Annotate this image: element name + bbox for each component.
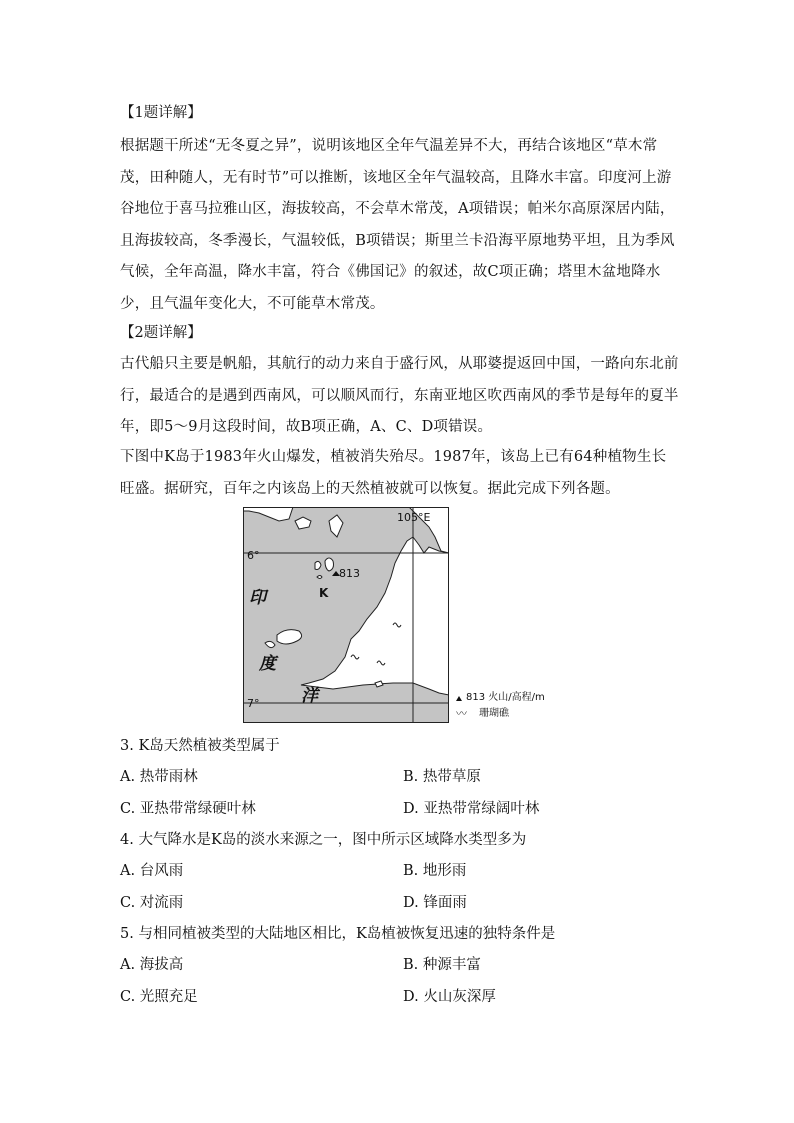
ocean-char-3: 洋 <box>301 686 318 706</box>
question-5-stem: 5. 与相同植被类型的大陆地区相比，K岛植被恢复迅速的独特条件是 <box>120 926 556 942</box>
question-5-option-d[interactable]: D. 火山灰深厚 <box>403 989 496 1005</box>
map-legend <box>456 690 545 722</box>
question-4-option-d[interactable]: D. 锋面雨 <box>403 895 467 911</box>
question-3-option-c[interactable]: C. 亚热带常绿硬叶林 <box>120 801 256 817</box>
section2-body: 古代船只主要是帆船，其航行的动力来自于盛行风，从耶婆提返回中国，一路向东北前行，最适合的是遇到西南风，可以顺风而行，东南亚地区吹西南风的季节是每年的夏半年，即5～9月这段时间，故B项正确，A、C、D项错误。 <box>120 356 679 435</box>
ocean-char-2: 度 <box>259 654 276 674</box>
section2-heading: 【2题详解】 <box>120 325 202 341</box>
legend-reef-label: 珊瑚礁 <box>479 708 509 719</box>
question-4-option-b[interactable]: B. 地形雨 <box>403 863 467 879</box>
legend-volcano-label: 813 火山/高程/m <box>466 692 545 703</box>
section1-body: 根据题干所述“无冬夏之异”，说明该地区全年气温差异不大，再结合该地区“草木常茂，田种随人，无有时节”可以推断，该地区全年气温较高，且降水丰富。印度河上游谷地位于喜马拉雅山区，海拔较高，不会草木常茂，A项错误；帕米尔高原深居内陆，且海拔较高，冬季漫长，气温较低，B项错误；斯里兰卡沿海平原地势平坦，且为季风气候，全年高温，降水丰富，符合《佛国记》的叙述，故C项正确；塔里木盆地降水少，且气温年变化大，不可能草木常茂。 <box>120 138 675 312</box>
question-intro: 下图中K岛于1983年火山爆发，植被消失殆尽。1987年，该岛上已有64种植物生长旺盛。据研究，百年之内该岛上的天然植被就可以恢复。据此完成下列各题。 <box>120 449 667 497</box>
island-k-label: K <box>319 586 329 600</box>
island-k-east <box>325 558 334 571</box>
question-4-option-c[interactable]: C. 对流雨 <box>120 895 184 911</box>
question-5-option-b[interactable]: B. 种源丰富 <box>403 957 481 973</box>
question-3-stem: 3. K岛天然植被类型属于 <box>120 738 280 754</box>
latitude-label-6: 6° <box>247 549 260 562</box>
question-3-option-d[interactable]: D. 亚热带常绿阔叶林 <box>403 801 540 817</box>
islet-w <box>317 576 322 579</box>
ocean-char-1: 印 <box>249 588 266 608</box>
volcano-legend-icon <box>456 696 462 701</box>
question-3-option-b[interactable]: B. 热带草原 <box>403 769 481 785</box>
question-5-option-a[interactable]: A. 海拔高 <box>120 957 184 973</box>
latitude-label-7: 7° <box>247 697 260 710</box>
question-5-option-c[interactable]: C. 光照充足 <box>120 989 198 1005</box>
question-4-option-a[interactable]: A. 台风雨 <box>120 863 184 879</box>
question-4-stem: 4. 大气降水是K岛的淡水来源之一，图中所示区域降水类型多为 <box>120 832 527 848</box>
reef-legend-icon: 〰 <box>456 707 467 720</box>
k-island-map <box>243 507 449 723</box>
volcano-elevation-label: 813 <box>339 567 360 580</box>
question-3-option-a[interactable]: A. 热带雨林 <box>120 769 198 785</box>
longitude-label: 105°E <box>397 511 431 524</box>
section1-heading: 【1题详解】 <box>120 105 202 121</box>
